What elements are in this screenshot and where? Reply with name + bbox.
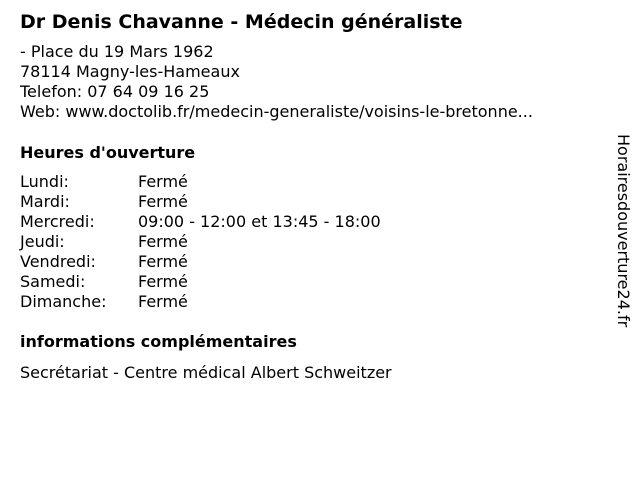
phone-number: Telefon: 07 64 09 16 25 [20,82,210,101]
page-title: Dr Denis Chavanne - Médecin généraliste [20,11,463,33]
additional-info-text: Secrétariat - Centre médical Albert Schweitzer [20,363,392,382]
street-address: - Place du 19 Mars 1962 [20,42,214,61]
hours-value: Fermé [138,252,188,271]
day-label: Samedi: [20,272,86,291]
additional-info-heading: informations complémentaires [20,332,297,351]
hours-value: Fermé [138,192,188,211]
day-label: Mercredi: [20,212,95,231]
hours-value: Fermé [138,272,188,291]
hours-value: Fermé [138,292,188,311]
address-block [20,42,600,122]
business-card [20,10,600,383]
opening-hours-heading: Heures d'ouverture [20,143,196,162]
site-watermark: Horairesdouverture24.fr [614,134,633,328]
hours-value: Fermé [138,172,188,191]
hours-row-friday [20,252,600,272]
hours-row-sunday [20,292,600,312]
hours-row-thursday [20,232,600,252]
hours-row-tuesday [20,192,600,212]
city-address: 78114 Magny-les-Hameaux [20,62,240,81]
hours-value: 09:00 - 12:00 et 13:45 - 18:00 [138,212,381,231]
day-label: Lundi: [20,172,69,191]
hours-row-saturday [20,272,600,292]
day-label: Jeudi: [20,232,65,251]
hours-value: Fermé [138,232,188,251]
opening-hours-list [20,172,600,312]
day-label: Mardi: [20,192,70,211]
website-link[interactable]: Web: www.doctolib.fr/medecin-generaliste/voisins-le-bretonne... [20,102,533,121]
hours-row-wednesday [20,212,600,232]
hours-row-monday [20,172,600,192]
day-label: Vendredi: [20,252,96,271]
day-label: Dimanche: [20,292,107,311]
